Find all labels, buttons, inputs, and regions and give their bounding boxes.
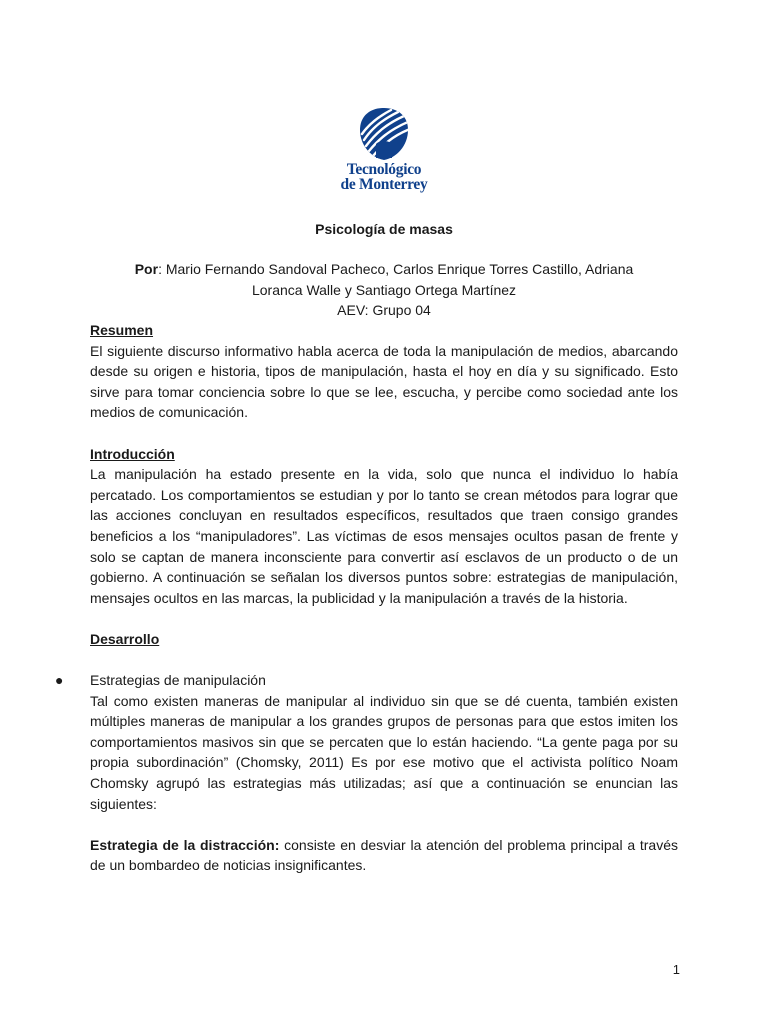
- spacer: [90, 814, 678, 835]
- authors-line-2: Loranca Walle y Santiago Ortega Martínez: [251, 281, 517, 298]
- logo-text-line1: Tecnológico: [346, 161, 422, 178]
- bullet-item: [55, 670, 678, 691]
- bullet-title: Estrategias de manipulación: [90, 672, 266, 689]
- logo-text-line2: de Monterrey: [340, 176, 428, 193]
- estrategia-distraccion-text: consiste en desviar la atención del problema principal a través de un bombardeo de noticias insignificantes.: [90, 836, 678, 874]
- tec-de-monterrey-logo-icon: [358, 106, 410, 162]
- introduccion-paragraph: La manipulación ha estado presente en la vida, solo que nunca el individuo lo había percatado. Los comportamientos se estudian y por lo tanto se crean métodos para lograr que las acciones concluyan en resultados específicos, resultados que traen consigo grandes beneficios a los “manipuladores”. Las víctimas de esos mensajes ocultos pasan de frente y solo se captan de manera inconsciente para convertir así esclavos de un producto o de un gobierno. A continuación se señalan los diversos puntos sobre: estrategias de manipulación, mensajes ocultos en las marcas, la publicidad y la manipulación a través de la historia.: [90, 466, 678, 606]
- document-body: [55, 320, 678, 876]
- introduccion-heading: Introducción: [90, 445, 175, 462]
- desarrollo-heading: Desarrollo: [90, 630, 160, 647]
- resumen-heading: Resumen: [90, 322, 154, 338]
- page-number: 1: [672, 962, 680, 977]
- group-line: AEV: Grupo 04: [337, 302, 431, 318]
- estrategia-distraccion-label: Estrategia de la distracción:: [90, 836, 280, 853]
- authors-line-1: [90, 259, 678, 280]
- spacer: [90, 608, 678, 629]
- estrategia-distraccion-paragraph: [90, 835, 678, 876]
- institution-logo: [340, 106, 428, 206]
- spacer: [90, 423, 678, 444]
- spacer: [90, 650, 678, 671]
- estrategias-paragraph: Tal como existen maneras de manipular al individuo sin que se dé cuenta, también existen múltiples maneras de manipular a los grandes grupos de personas para que estos imiten los comportamientos masivos sin que se percaten que lo están haciendo. “La gente paga por su propia subordinación” (Chomsky, 2011) Es por ese motivo que el activista político Noam Chomsky agrupó las estrategias más utilizadas; así que a continuación se enuncian las siguientes:: [90, 692, 678, 812]
- document-title: Psicología de masas: [315, 221, 453, 237]
- authors-prefix: Por: [134, 261, 159, 277]
- resumen-paragraph: El siguiente discurso informativo habla acerca de toda la manipulación de medios, abarcando desde su origen e historia, tipos de manipulación, hasta el hoy en día y su significado. Esto sirve para tomar conciencia sobre lo que se lee, escucha, y percibe como sociedad ante los medios de comunicación.: [90, 342, 678, 421]
- bullet-icon: ●: [55, 672, 64, 689]
- authors-names-1: : Mario Fernando Sandoval Pacheco, Carlos Enrique Torres Castillo, Adriana: [158, 261, 634, 277]
- authors-block: [90, 259, 678, 321]
